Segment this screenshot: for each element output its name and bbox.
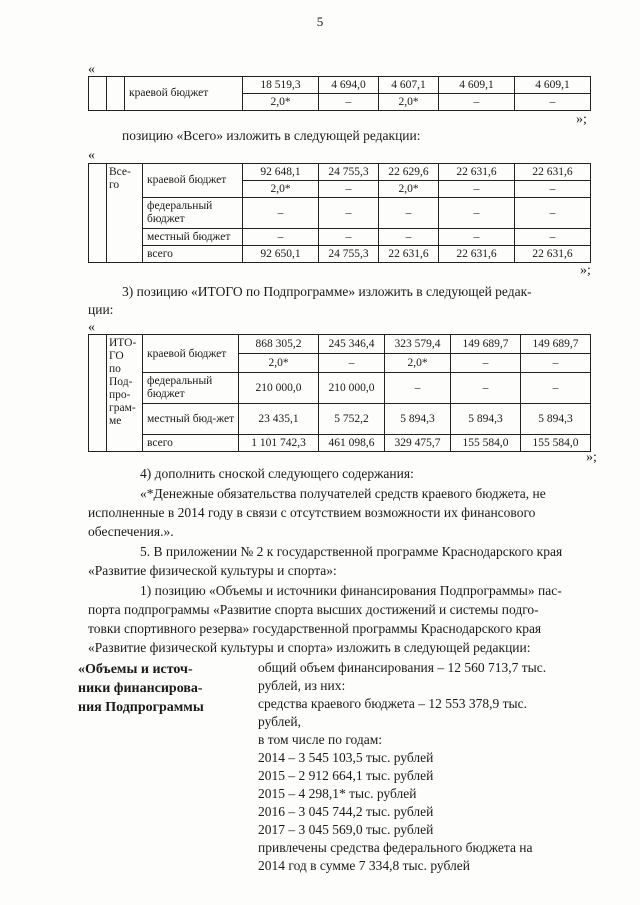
passport-line: 2016 – 3 045 744,2 тыс. рублей xyxy=(258,804,434,819)
passport-line: рублей, xyxy=(258,714,302,729)
close-quote: »; xyxy=(576,112,587,127)
open-quote: « xyxy=(88,148,95,163)
cell: – xyxy=(451,373,521,404)
cell: – xyxy=(515,198,591,229)
cell: 2,0* xyxy=(379,94,439,111)
passport-line: средства краевого бюджета – 12 553 378,9 тыс. xyxy=(258,696,527,711)
paragraph-5: 5. В приложении № 2 к государственной программе Краснодарского края xyxy=(140,544,563,559)
cell: 5 894,3 xyxy=(521,404,591,435)
row-group-label: Все- го xyxy=(107,164,143,263)
passport-line: 2017 – 3 045 569,0 тыс. рублей xyxy=(258,822,434,837)
table-continuation xyxy=(88,76,591,111)
table-row xyxy=(89,229,591,246)
table-row xyxy=(89,77,591,94)
table-row xyxy=(89,246,591,263)
cell: 24 755,3 xyxy=(319,246,379,263)
paragraph-5-1: порта подпрограммы «Развитие спорта высших достижений и системы подго- xyxy=(88,602,539,617)
cell: 22 631,6 xyxy=(515,246,591,263)
cell: 24 755,3 xyxy=(319,164,379,181)
cell: 245 346,4 xyxy=(319,335,385,354)
row-label: краевой бюджет xyxy=(125,77,243,111)
cell: – xyxy=(439,94,515,111)
cell: – xyxy=(451,354,521,373)
cell: – xyxy=(319,229,379,246)
cell: – xyxy=(319,181,379,198)
cell: 23 435,1 xyxy=(239,404,319,435)
cell: 4 609,1 xyxy=(515,77,591,94)
cell: 210 000,0 xyxy=(239,373,319,404)
cell: 461 098,6 xyxy=(319,435,385,452)
passport-label-line: ния Подпрограммы xyxy=(78,700,204,715)
cell: 4 694,0 xyxy=(319,77,379,94)
cell: 323 579,4 xyxy=(385,335,451,354)
cell: 92 648,1 xyxy=(243,164,319,181)
cell: – xyxy=(243,229,319,246)
open-quote: « xyxy=(88,62,95,77)
cell: 5 752,2 xyxy=(319,404,385,435)
cell: 4 609,1 xyxy=(439,77,515,94)
footnote-line: исполненные в 2014 году в связи с отсутствием возможности их финансового xyxy=(88,505,536,520)
passport-line: 2014 – 3 545 103,5 тыс. рублей xyxy=(258,750,434,765)
row-label: всего xyxy=(143,435,239,452)
cell: 22 631,6 xyxy=(439,246,515,263)
row-label: местный бюджет xyxy=(143,229,243,246)
table-row xyxy=(89,198,591,229)
table-row xyxy=(89,404,591,435)
cell: – xyxy=(385,373,451,404)
table-row xyxy=(89,373,591,404)
passport-line: 2015 – 4 298,1* тыс. рублей xyxy=(258,786,417,801)
passport-label-line: ники финансирова- xyxy=(78,681,203,696)
passport-line: рублей, из них: xyxy=(258,678,346,693)
cell: – xyxy=(319,198,379,229)
cell: – xyxy=(439,181,515,198)
passport-label-line: «Объемы и источ- xyxy=(78,662,193,677)
cell: 2,0* xyxy=(239,354,319,373)
cell: 329 475,7 xyxy=(385,435,451,452)
passport-line: привлечены средства федерального бюджета на xyxy=(258,840,533,855)
table-itogo xyxy=(88,334,591,452)
cell: – xyxy=(515,94,591,111)
cell: – xyxy=(521,354,591,373)
table-row xyxy=(89,435,591,452)
row-label: краевой бюджет xyxy=(143,164,243,198)
row-label: краевой бюджет xyxy=(143,335,239,373)
close-quote: »; xyxy=(580,263,591,278)
page-number: 5 xyxy=(316,14,324,29)
cell: – xyxy=(439,229,515,246)
cell: – xyxy=(439,198,515,229)
cell: 155 584,0 xyxy=(521,435,591,452)
cell: – xyxy=(515,181,591,198)
cell: 18 519,3 xyxy=(243,77,319,94)
paragraph-5: «Развитие физической культуры и спорта»: xyxy=(88,563,337,578)
row-label: местный бюд-жет xyxy=(143,404,239,435)
paragraph-5-1: «Развитие физической культуры и спорта» изложить в следующей редакции: xyxy=(88,640,531,655)
passport-line: общий объем финансирования – 12 560 713,7 тыс. xyxy=(258,660,547,675)
paragraph-3-line1: 3) позицию «ИТОГО по Подпрограмме» изложить в следующей редак- xyxy=(122,284,532,299)
cell: 868 305,2 xyxy=(239,335,319,354)
cell: 92 650,1 xyxy=(243,246,319,263)
cell: 149 689,7 xyxy=(521,335,591,354)
cell: 2,0* xyxy=(385,354,451,373)
row-label: федеральный бюджет xyxy=(143,373,239,404)
row-group-label: ИТО- ГО по Под- про- грам- ме xyxy=(107,335,143,452)
table-row xyxy=(89,335,591,354)
row-label: всего xyxy=(143,246,243,263)
table-vsego xyxy=(88,163,591,263)
footnote-line: «*Денежные обязательства получателей средств краевого бюджета, не xyxy=(140,486,546,501)
cell: – xyxy=(319,354,385,373)
cell: – xyxy=(319,94,379,111)
cell: 5 894,3 xyxy=(385,404,451,435)
open-quote: « xyxy=(88,320,95,335)
cell: 22 631,6 xyxy=(515,164,591,181)
cell: 5 894,3 xyxy=(451,404,521,435)
passport-line: 2015 – 2 912 664,1 тыс. рублей xyxy=(258,768,434,783)
paragraph-5-1: 1) позицию «Объемы и источники финансирования Подпрограммы» пас- xyxy=(140,583,562,598)
footnote-line: обеспечения.». xyxy=(88,524,174,539)
paragraph-3-line2: ции: xyxy=(88,302,114,317)
table-row xyxy=(89,164,591,181)
cell: 149 689,7 xyxy=(451,335,521,354)
cell: 2,0* xyxy=(243,94,319,111)
cell: 1 101 742,3 xyxy=(239,435,319,452)
paragraph-vsego: позицию «Всего» изложить в следующей редакции: xyxy=(122,128,421,143)
passport-line: 2014 год в сумме 7 334,8 тыс. рублей xyxy=(258,858,470,873)
paragraph-5-1: товки спортивного резерва» государственной программы Краснодарского края xyxy=(88,621,542,636)
cell: – xyxy=(521,373,591,404)
cell: – xyxy=(379,198,439,229)
cell: 2,0* xyxy=(243,181,319,198)
cell: 2,0* xyxy=(379,181,439,198)
cell: 155 584,0 xyxy=(451,435,521,452)
paragraph-4: 4) дополнить сноской следующего содержания: xyxy=(140,466,414,481)
passport-label xyxy=(78,660,246,717)
cell: 4 607,1 xyxy=(379,77,439,94)
cell: 22 631,6 xyxy=(439,164,515,181)
close-quote: »; xyxy=(586,450,597,465)
cell: – xyxy=(379,229,439,246)
cell: 22 631,6 xyxy=(379,246,439,263)
cell: – xyxy=(243,198,319,229)
cell: 22 629,6 xyxy=(379,164,439,181)
cell: 210 000,0 xyxy=(319,373,385,404)
passport-line: в том числе по годам: xyxy=(258,732,383,747)
row-label: федеральный бюджет xyxy=(143,198,243,229)
cell: – xyxy=(515,229,591,246)
